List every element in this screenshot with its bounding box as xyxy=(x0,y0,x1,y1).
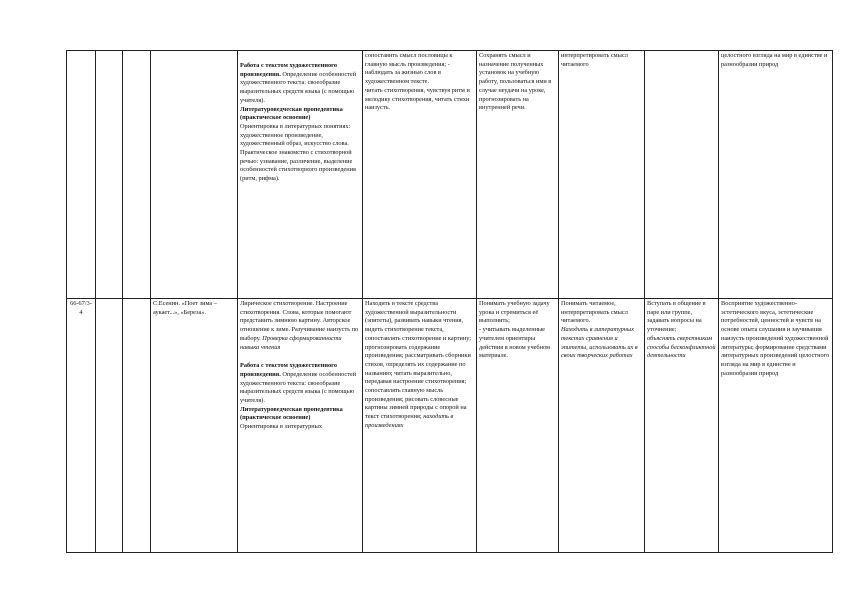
cognitive-text: Понимать читаемое, интерпретировать смысл читаемого. xyxy=(561,300,628,325)
cell-activity xyxy=(363,299,477,553)
cell-regulative xyxy=(477,299,559,553)
cell-date-fact xyxy=(123,299,151,553)
content-text: Лирическое стихотворение. Настроение стихотворения. Слова, которые помогают представить зимнюю картину. Авторское отношение к зиме. Разучивание наизусть по выбору. xyxy=(240,300,359,342)
regulative-text: Понимать учебную задачу урока и стремиться её выполнить; xyxy=(479,300,550,325)
cell-date-plan xyxy=(96,299,123,553)
activity-text: Находить в тексте средства художественной выразительности (эпитеты), развивать навыки чтения, видеть стихотворение текста, сопоставлять стихотворение и картину; прогнозировать содержание произведения; рассматривать сборники стихов, определять их содержание по названию; читать выразительно, передавая настроение стихотворения; сопоставлять главную мысль произведения; рисовать словесные картины зимней природы с опорой на текст стихотворения; xyxy=(365,300,472,421)
cell-number: 66-67/3-4 xyxy=(67,299,96,553)
communicative-text: Вступать в общение в паре или группе, задавать вопросы на уточнение; xyxy=(647,300,706,334)
content-heading-text-work: Работа с текстом художественного произведения. xyxy=(240,362,337,378)
cognitive-italic-text: Находить в литературных текстах сравнения и эпитеты, использовать их в своих творческих работах xyxy=(561,326,638,360)
lesson-plan-table xyxy=(66,50,833,553)
content-text: Определение особенностей художественного текста: своеобразие выразительных средств языка (с помощью учителя). xyxy=(240,70,357,104)
regulative-text: - учитывать выделенные учителем ориентиры действия в новом учебном материале. xyxy=(479,326,551,360)
cell-cognitive xyxy=(559,51,645,299)
cell-communicative xyxy=(645,51,719,299)
cell-topic: С.Есенин. «Поет зима – аукает...», «Береза». xyxy=(151,299,238,553)
cell-cognitive xyxy=(559,299,645,553)
cell-content xyxy=(238,51,363,299)
cell-activity xyxy=(363,51,477,299)
personal-text: целостного взгляда на мир в единстве и разнообразии природ xyxy=(721,52,828,68)
cell-personal xyxy=(719,299,833,553)
content-italic-text: Проверка сформированности навыка чтения xyxy=(240,334,342,351)
activity-italic-text: находить в произведениях xyxy=(365,413,454,429)
personal-text: Восприятие художественно-эстетического вкуса, эстетические потребностей, ценностей и чувств на основе опыта слушания и заучивания наизусть произведений художественной литературы; формирование средствами литературных произведений целостного взгляда на мир в единстве и разнообразии природ xyxy=(721,300,830,377)
cell-communicative xyxy=(645,299,719,553)
activity-text: читать стихотворения, чувствуя ритм и мелодику стихотворения, читать стихи наизусть. xyxy=(365,86,470,112)
content-text: Ориентировка в литературных понятиях: художественное произведение, художественный образ, искусство слова. xyxy=(240,122,351,148)
communicative-italic-text: объяснять сверстникам способы бесконфликтной деятельности xyxy=(647,334,716,360)
table-row xyxy=(67,299,833,553)
content-text: Ориентировка в литературных xyxy=(240,423,323,431)
cell-topic xyxy=(151,51,238,299)
content-heading-literary: Литературоведческая пропедевтика (практическое освоение) xyxy=(240,105,343,122)
content-heading-text-work: Работа с текстом художественного произведения. xyxy=(240,62,337,78)
cell-date-plan xyxy=(96,51,123,299)
content-text: Определение особенностей художественного текста: своеобразие выразительных средств языка (с помощью учителя). xyxy=(240,370,357,405)
cell-number xyxy=(67,51,96,299)
regulative-text: Сохранять смысл и назначение полученных установок на учебную работу, пользоваться ими в случае неудачи на уроке, прогнозировать на внутренней речи. xyxy=(479,52,552,112)
cell-personal xyxy=(719,51,833,299)
content-heading-literary: Литературоведческая пропедевтика (практическое освоение) xyxy=(240,405,343,422)
cognitive-text: интерпретировать смысл читаемого xyxy=(561,52,628,68)
table-row xyxy=(67,51,833,299)
cell-content xyxy=(238,299,363,553)
cell-regulative xyxy=(477,51,559,299)
cell-date-fact xyxy=(123,51,151,299)
content-text: Практическое знакомство с стихотворной речью: узнавание, различение, выделение особенностей стихотворного произведения (ритм, рифма). xyxy=(240,149,356,183)
activity-text: сопоставить смысл пословицы к главную мысль произведения; - наблюдать за жизнью слов в художественном тексте. xyxy=(365,52,453,86)
